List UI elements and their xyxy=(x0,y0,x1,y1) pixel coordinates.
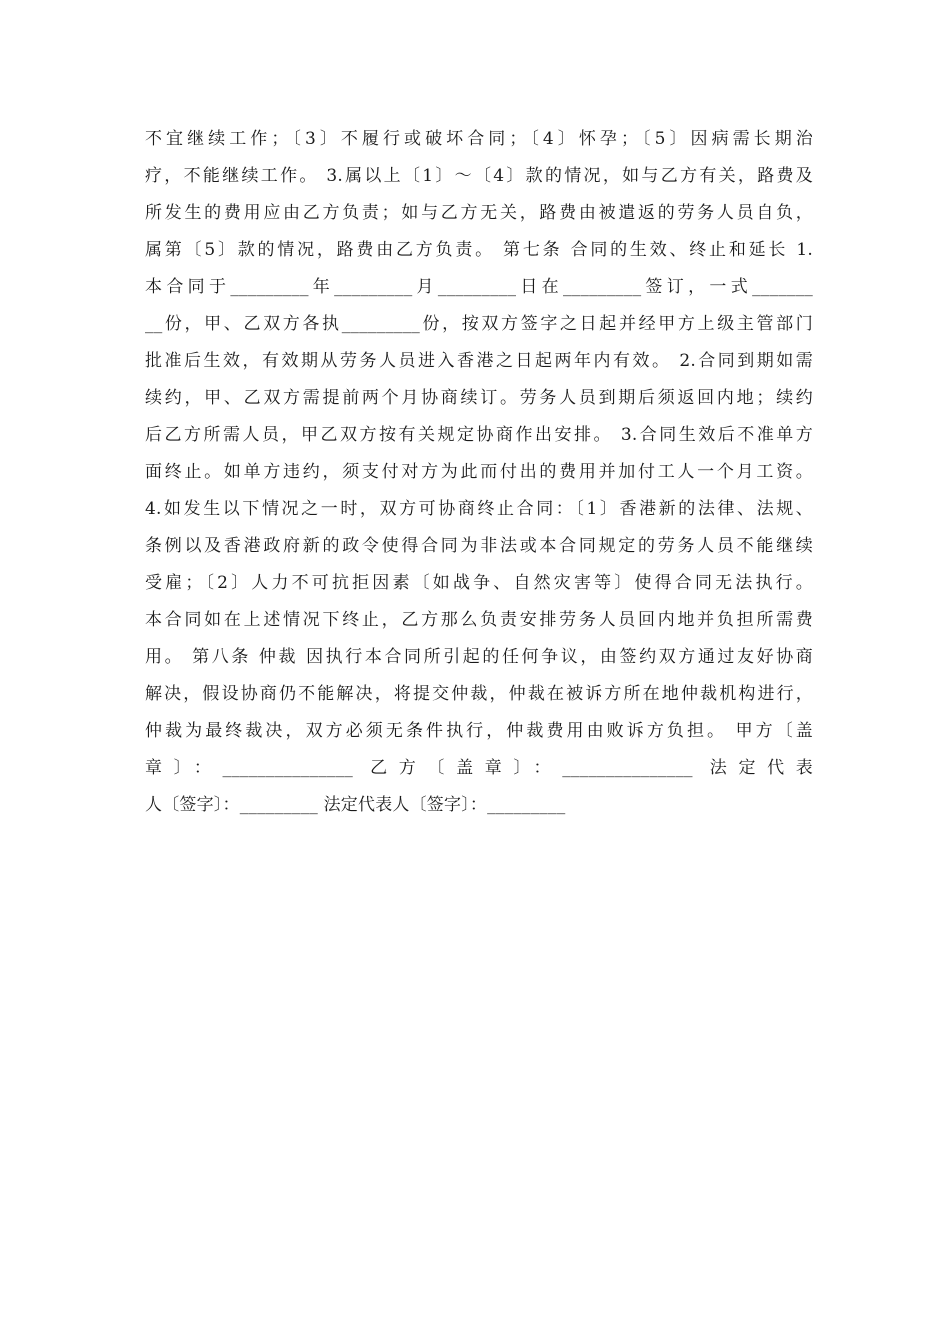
signature-line-seal: 章〕：_______________ 乙方〔盖章〕：_______________ 法定代表 xyxy=(145,758,813,778)
text-line: 所发生的费用应由乙方负责；如与乙方无关，路费由被遣返的劳务人员自负， xyxy=(145,203,813,223)
text-line: 续约，甲、乙双方需提前两个月协商续订。劳务人员到期后须返回内地；续约 xyxy=(145,388,813,408)
text-line: 4.如发生以下情况之一时，双方可协商终止合同：〔1〕香港新的法律、法规、 xyxy=(145,499,813,519)
text-line: 条例以及香港政府新的政令使得合同为非法或本合同规定的劳务人员不能继续 xyxy=(145,536,813,556)
text-line: 疗，不能继续工作。 3.属以上〔1〕～〔4〕款的情况，如与乙方有关，路费及 xyxy=(145,166,813,186)
text-line: 用。 第八条 仲裁 因执行本合同所引起的任何争议，由签约双方通过友好协商 xyxy=(145,647,813,667)
text-line: 解决，假设协商仍不能解决，将提交仲裁，仲裁在被诉方所在地仲裁机构进行， xyxy=(145,684,813,704)
text-line: 后乙方所需人员，甲乙双方按有关规定协商作出安排。 3.合同生效后不准单方 xyxy=(145,425,813,445)
text-line: 受雇；〔2〕人力不可抗拒因素〔如战争、自然灾害等〕使得合同无法执行。 xyxy=(145,573,813,593)
text-line: 面终止。如单方违约，须支付对方为此而付出的费用并加付工人一个月工资。 xyxy=(145,462,813,482)
text-line: 不宜继续工作；〔3〕不履行或破坏合同；〔4〕怀孕；〔5〕因病需长期治 xyxy=(145,129,813,149)
text-line: 本合同如在上述情况下终止，乙方那么负责安排劳务人员回内地并负担所需费 xyxy=(145,610,813,630)
text-line: 属第〔5〕款的情况，路费由乙方负责。 第七条 合同的生效、终止和延长 1. xyxy=(145,240,813,260)
contract-text xyxy=(145,121,813,824)
signature-line-representative: 人〔签字〕：_________ 法定代表人〔签字〕：_________ xyxy=(145,795,566,815)
text-line: 仲裁为最终裁决，双方必须无条件执行，仲裁费用由败诉方负担。 甲方〔盖 xyxy=(145,721,813,741)
text-line: 批准后生效，有效期从劳务人员进入香港之日起两年内有效。 2.合同到期如需 xyxy=(145,351,813,371)
text-line: 本合同于_________年_________月_________日在_________签订，一式_______ xyxy=(145,277,813,297)
text-line: __份，甲、乙双方各执_________份，按双方签字之日起并经甲方上级主管部门 xyxy=(145,314,813,334)
